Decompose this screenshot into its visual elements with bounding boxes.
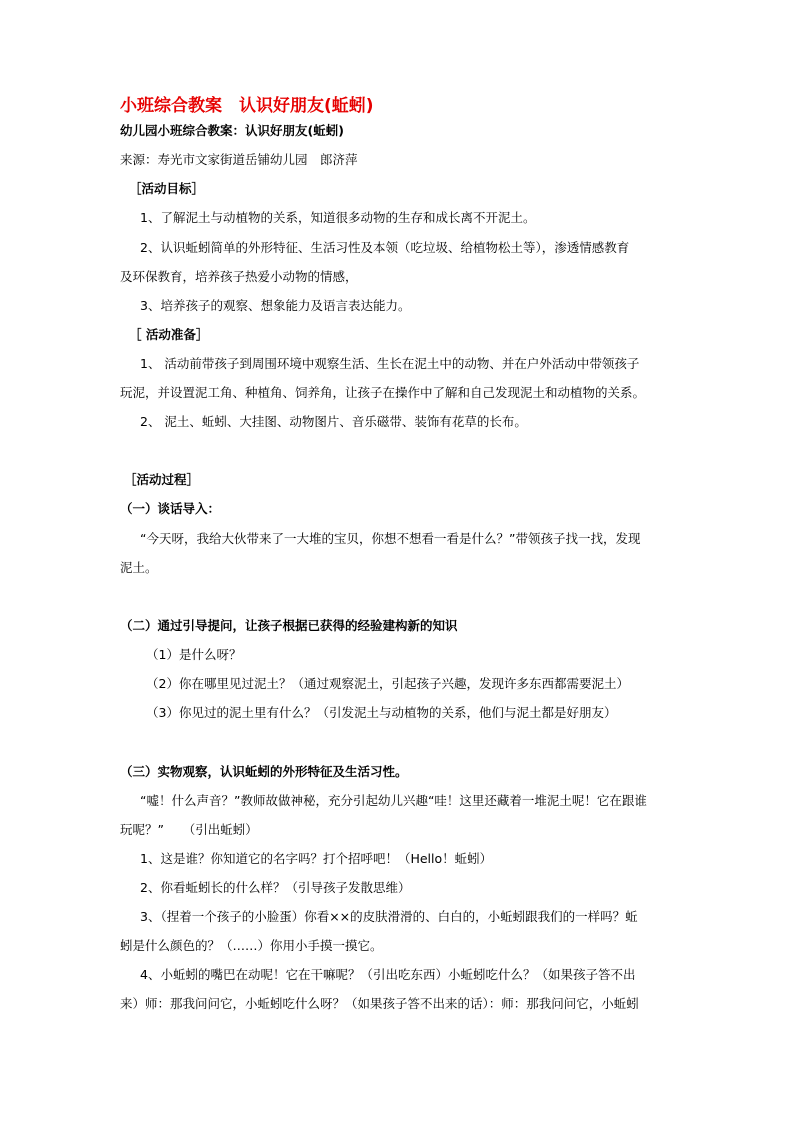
prep-heading: ［ 活动准备］ <box>129 327 209 342</box>
prep-item: 1、 活动前带孩子到周围环境中观察生活、生长在泥土中的动物、并在户外活动中带领孩子 <box>140 356 640 371</box>
prep-item: 玩泥，并设置泥工角、种植角、饲养角，让孩子在操作中了解和自己发现泥土和动植物的关系。 <box>120 385 646 400</box>
goals-item: 3、培养孩子的观察、想象能力及语言表达能力。 <box>140 298 411 313</box>
doc-source: 来源：寿光市文家街道岳铺幼儿园 郎济萍 <box>120 152 358 167</box>
part1-line: “今天呀，我给大伙带来了一大堆的宝贝，你想不想看一看是什么？”带领孩子找一找，发现 <box>140 531 641 546</box>
process-heading: ［活动过程］ <box>124 472 200 487</box>
part3-line: 蚓是什么颜色的？（……）你用小手摸一摸它。 <box>120 938 383 953</box>
goals-item: 2、认识蚯蚓简单的外形特征、生活习性及本领（吃垃圾、给植物松土等），渗透情感教育 <box>140 240 630 255</box>
part3-line: 2、你看蚯蚓长的什么样？（引导孩子发散思维） <box>140 880 411 895</box>
part2-line: （2）你在哪里见过泥土？（通过观察泥土，引起孩子兴趣，发现许多东西都需要泥土） <box>146 676 629 691</box>
part1-heading: （一）谈话导入： <box>120 501 221 516</box>
goals-item: 1、了解泥土与动植物的关系，知道很多动物的生存和成长离不开泥土。 <box>140 210 536 225</box>
part1-line: 泥土。 <box>120 560 158 575</box>
part3-line: “嘘！什么声音？”教师故做神秘，充分引起幼儿兴趣“哇！这里还藏着一堆泥土呢！它在跟谁 <box>140 793 647 808</box>
part2-line: （1）是什么呀？ <box>146 647 242 662</box>
part2-line: （3）你见过的泥土里有什么？（引发泥土与动植物的关系，他们与泥土都是好朋友） <box>146 705 617 720</box>
part2-heading: （二）通过引导提问，让孩子根据已获得的经验建构新的知识 <box>120 618 458 633</box>
part3-line: 玩呢？” （引出蚯蚓） <box>120 822 258 837</box>
part3-line: 3、（捏着一个孩子的小脸蛋）你看××的皮肤滑滑的、白白的，小蚯蚓跟我们的一样吗？蚯 <box>140 909 638 924</box>
part3-line: 1、这是谁？你知道它的名字吗？打个招呼吧！（Hello！蚯蚓） <box>140 851 493 866</box>
doc-subtitle: 幼儿园小班综合教案：认识好朋友(蚯蚓) <box>120 123 344 138</box>
goals-item: 及环保教育，培养孩子热爱小动物的情感， <box>120 269 358 284</box>
prep-item: 2、 泥土、蚯蚓、大挂图、动物图片、音乐磁带、装饰有花草的长布。 <box>140 414 527 429</box>
part3-heading: （三）实物观察，认识蚯蚓的外形特征及生活习性。 <box>120 764 408 779</box>
doc-title: 小班综合教案 认识好朋友(蚯蚓) <box>120 96 374 116</box>
part3-line: 4、小蚯蚓的嘴巴在动呢！它在干嘛呢？（引出吃东西）小蚯蚓吃什么？（如果孩子答不出 <box>140 967 636 982</box>
goals-heading: ［活动目标］ <box>129 181 205 196</box>
part3-line: 来）师：那我问问它，小蚯蚓吃什么呀？（如果孩子答不出来的话）：师：那我问问它，小蚯蚓 <box>120 996 639 1011</box>
